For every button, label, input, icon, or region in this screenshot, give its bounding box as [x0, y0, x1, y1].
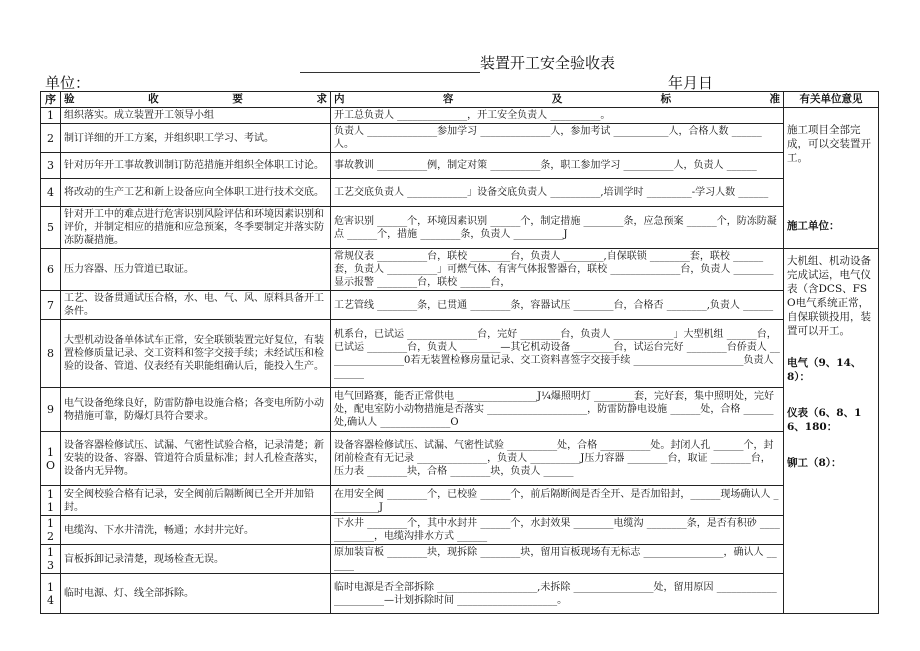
construction-opinion-cell [784, 108, 879, 249]
row-seq: 6 [41, 249, 61, 291]
row-requirement: 临时电源、灯、线全部拆除。 [61, 574, 331, 614]
row-requirement: 组织落实。成立装置开工领导小组 [61, 108, 331, 124]
header-std-char: 容 [442, 93, 454, 105]
row-requirement: 设备容器检修试压、试漏、气密性试验合格，记录清楚；新安装的设备、容器、管道符合质量标准；封人孔检查落实，设备内无异物。 [61, 432, 331, 486]
title-blank [300, 58, 480, 73]
construction-opinion-text: 施工项目全部完成，可以交装置开工。 [787, 124, 871, 164]
row-seq: 7 [41, 291, 61, 320]
row-seq: 1 [41, 108, 61, 124]
row-requirement: 电缆沟、下水井清洗，畅通；水封井完好。 [61, 516, 331, 545]
row-requirement: 制订详细的开工方案，并组织职工学习、考试。 [61, 124, 331, 153]
table-row [41, 574, 879, 614]
row-standard: 机系台，已试运 ______________台，完好 ________台，负责人 ____________」大型机组 ______台，已试运 ________台，负责人 ________—其它机动设备 ________台，试运台完好 ________台侨责人 ________________0若无装置检修房量记录、交工资料喜签字交接手续 ______________________负责人 ______ [331, 320, 784, 388]
row-standard: 开工总负责人 ______________，开工安全负责人 __________。 [331, 108, 784, 124]
row-standard: 原加装盲板 ________块，现拆除 ________块，留用盲板现场有无标志 ________________，确认人 ______ [331, 545, 784, 574]
row-standard: 危害识别 ______个，环境因素识别 ______个，制定措施 ________条，应急预案 ______个，防冻防凝点 ______个，措施 ________条，负责人 __________J [331, 207, 784, 249]
row-standard: 设备容器检修试压、试漏、气密性试验 __________处，合格 __________处。封闭人孔 ______个，封闭前检查有无记录 ______________，负责人 __________J压力容器 ________台，取证 ________台，压力表 ________块，合格 ________块，负责人 ______ [331, 432, 784, 486]
table-row [41, 291, 879, 320]
header-req-char: 收 [148, 93, 159, 105]
header-std-char: 内 [334, 93, 345, 105]
row-standard: 在用安全阀 ________个，已校验 ______个，前后隔断阀是否全开、是否加铅封，______现场确认人 __________J [331, 486, 784, 516]
row-standard: 负责人 ______________参加学习 ______________人，参加考试 ___________人，合格人数 ______人。 [331, 124, 784, 153]
row-seq: 1 4 [41, 574, 61, 614]
header-req-char: 要 [232, 93, 243, 105]
table-row [41, 249, 879, 291]
header-std-char: 及 [551, 93, 563, 105]
row-seq: 1 2 [41, 516, 61, 545]
table-row [41, 545, 879, 574]
equipment-opinion-cell [784, 249, 879, 614]
table-row [41, 124, 879, 153]
table-row [41, 179, 879, 207]
row-standard: 临时电源是否全部拆除 ____________________,未拆除 ________________处，留用原因 ______________________—计划拆除时间 ____________________。 [331, 574, 784, 614]
row-standard: 工艺管线 ________条，已贯通 ________条，容器试压 ________台，合格否 ________,负责人 ______ [331, 291, 784, 320]
equipment-opinion-text: 大机组、机动设备完成试运，电气仪表（含DCS、FSO电气系统正常，自保联锁投用，装置可以开工。 [787, 255, 871, 337]
row-requirement: 盲板拆卸记录清楚，现场检查无误。 [61, 545, 331, 574]
row-standard: 事故教训 __________例，制定对策 __________条，职工参加学习 __________人，负责人 ______ [331, 153, 784, 179]
row-requirement: 大型机动设备单体试车正常，安全联锁装置完好复位，有装置检修质量记录、交工资料和签字交接手续；未经试压和检验的设备、管道、仪表经有关职能组确认后，能投入生产。 [61, 320, 331, 388]
row-requirement: 工艺、设备贯通试压合格，水、电、气、风、原料具备开工条件。 [61, 291, 331, 320]
row-seq: 3 [41, 153, 61, 179]
table-row [41, 388, 879, 432]
header-std-char: 标 [660, 93, 672, 105]
rivet-label: 铆工（8）： [787, 457, 842, 469]
table-row [41, 320, 879, 388]
table-row [41, 486, 879, 516]
header-req-char: 验 [64, 93, 75, 105]
header-req-char: 求 [316, 93, 327, 105]
row-seq: 1 O [41, 432, 61, 486]
date-label: 年月日 [668, 74, 714, 92]
table-row [41, 108, 879, 124]
construction-unit-label: 施工单位： [787, 220, 840, 232]
row-requirement: 将改动的生产工艺和新上设备应向全体职工进行技术交底。 [61, 179, 331, 207]
form-title-text: 装置开工安全验收表 [480, 54, 616, 72]
row-seq: 8 [41, 320, 61, 388]
row-seq: 4 [41, 179, 61, 207]
table-header-row [41, 92, 879, 108]
header-seq: 序 [41, 92, 61, 108]
table-row [41, 207, 879, 249]
row-standard: 常规仪表 __________台，联校 ________台，负责人 ________,自保联锁 ________套，联校 ______套，负责人 __________」可燃气体、有害气体报警器台，联校 ______________台，负责人 ________显示报警 ________台，联校 ______台， [331, 249, 784, 291]
row-seq: 1 3 [41, 545, 61, 574]
electrical-label: 电气（9、14、8）： [787, 357, 862, 383]
row-requirement: 针对历年开工事故教训制订防范措施并组织全体职工讨论。 [61, 153, 331, 179]
header-std-char: 准 [769, 93, 780, 105]
form-title [300, 52, 615, 73]
row-requirement: 安全阀校验合格有记录，安全阀前后隔断阀已全开并加铅封。 [61, 486, 331, 516]
header-standard [331, 92, 784, 108]
header-opinion: 有关单位意见 [784, 92, 879, 108]
row-seq: 1 1 [41, 486, 61, 516]
row-requirement: 针对开工中的难点进行危害识别风险评估和环境因素识别和评价，并制定相应的措施和应急预案，冬季要制定并落实防冻防凝措施。 [61, 207, 331, 249]
acceptance-table [40, 91, 879, 614]
row-requirement: 电气设备绝缘良好，防雷防静电设施合格；各变电所防小动物措施可靠，防爆灯具符合要求。 [61, 388, 331, 432]
table-row [41, 516, 879, 545]
row-standard: 工艺交底负责人 ____________」设备交底负责人 __________,培训学时 _________-学习人数 ______ [331, 179, 784, 207]
row-requirement: 压力容器、压力管道已取证。 [61, 249, 331, 291]
row-standard: 下水井 ________个，其中水封井 ______个，水封效果 ________电缆沟 ________条，是否有积砂 ____________，电缆沟排水方式 ______ [331, 516, 784, 545]
row-seq: 2 [41, 124, 61, 153]
row-standard: 电气回路赛，能否正常供电 ________________J¼爆照明灯 ________套，完好套，集中照明处，完好处，配电室防小动物措施是否落实 ____________________，防雷防静电设施 ______处，合格 ______处,确认人 ______________O [331, 388, 784, 432]
table-row [41, 153, 879, 179]
row-seq: 9 [41, 388, 61, 432]
row-seq: 5 [41, 207, 61, 249]
table-row [41, 432, 879, 486]
unit-label: 单位： [45, 74, 91, 92]
header-requirements [61, 92, 331, 108]
instrument-label: 仪表（6、8、16、180： [787, 407, 862, 433]
